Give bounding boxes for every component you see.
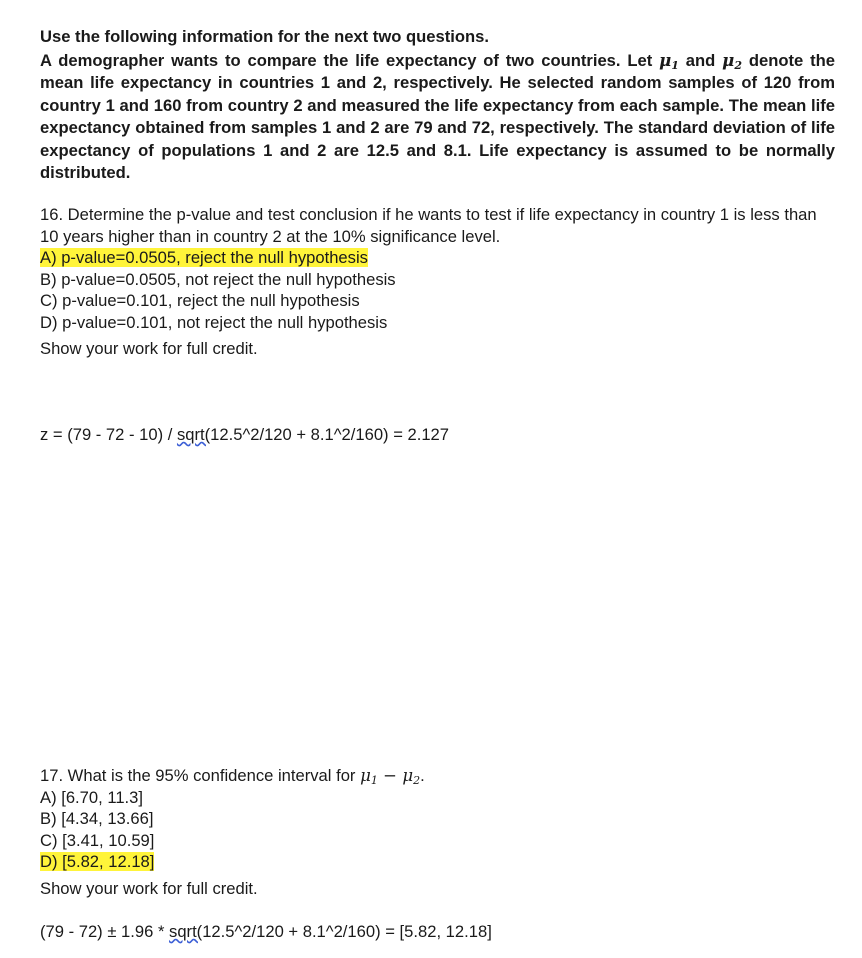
q16-show-work: Show your work for full credit. (40, 339, 258, 358)
q17-option-a: A) [6.70, 11.3] (40, 787, 144, 807)
q17-options (40, 787, 835, 873)
intro-text-1: A demographer wants to compare the life expectancy of two countries. Let (40, 50, 653, 70)
question-16 (40, 204, 835, 360)
q17-option-b: B) [4.34, 13.66] (40, 809, 154, 828)
q16-work: z = (79 - 72 - 10) / sqrt(12.5^2/120 + 8.1^2/160) = 2.127 (40, 425, 450, 444)
q17-option-d: D) [5.82, 12.18] (40, 852, 155, 871)
q17-stem: 17. What is the 95% confidence interval for $\mu_1 - \mu_2$. (40, 766, 425, 787)
q17-work: (79 - 72) ± 1.96 * sqrt(12.5^2/120 + 8.1^2/160) = [5.82, 12.18] (40, 922, 492, 941)
intro-paragraph (40, 49, 835, 185)
q17-show-work: Show your work for full credit. (40, 878, 258, 898)
intro-and: and (685, 50, 716, 70)
intro-text-2: denote the mean life expectancy in countries 1 and 2, respectively. He selected random samples of 120 from country 1 and 160 from country 2 and measured the life expectancy from each sample. The mean life expectancy obtained from samples 1 and 2 are 79 and 72, respectively. The standard deviation of life expectancy of populations 1 and 2 are 12.5 and 8.1. Life expectancy is assumed to be normally distributed. (40, 50, 835, 182)
q17-option-c: C) [3.41, 10.59] (40, 830, 155, 850)
intro-block (40, 26, 835, 185)
q16-options (40, 247, 835, 333)
mu1-symbol: $\mu_1$ (659, 49, 679, 72)
q16-option-b: B) p-value=0.0505, not reject the null hypothesis (40, 269, 396, 289)
q16-option-d: D) p-value=0.101, not reject the null hypothesis (40, 312, 388, 332)
q16-option-a: A) p-value=0.0505, reject the null hypothesis (40, 248, 368, 267)
question-17 (40, 765, 835, 899)
mu2-symbol: $\mu_2$ (722, 49, 742, 72)
q16-sqrt-word: sqrt( (176, 425, 211, 444)
q17-sqrt-word: sqrt( (169, 922, 203, 941)
intro-heading: Use the following information for the next two questions. (40, 27, 489, 46)
q16-option-c: C) p-value=0.101, reject the null hypothesis (40, 291, 360, 310)
q16-stem: 16. Determine the p-value and test conclusion if he wants to test if life expectancy in country 1 is less than 10 years higher than in country 2 at the 10% significance level. (40, 205, 817, 246)
